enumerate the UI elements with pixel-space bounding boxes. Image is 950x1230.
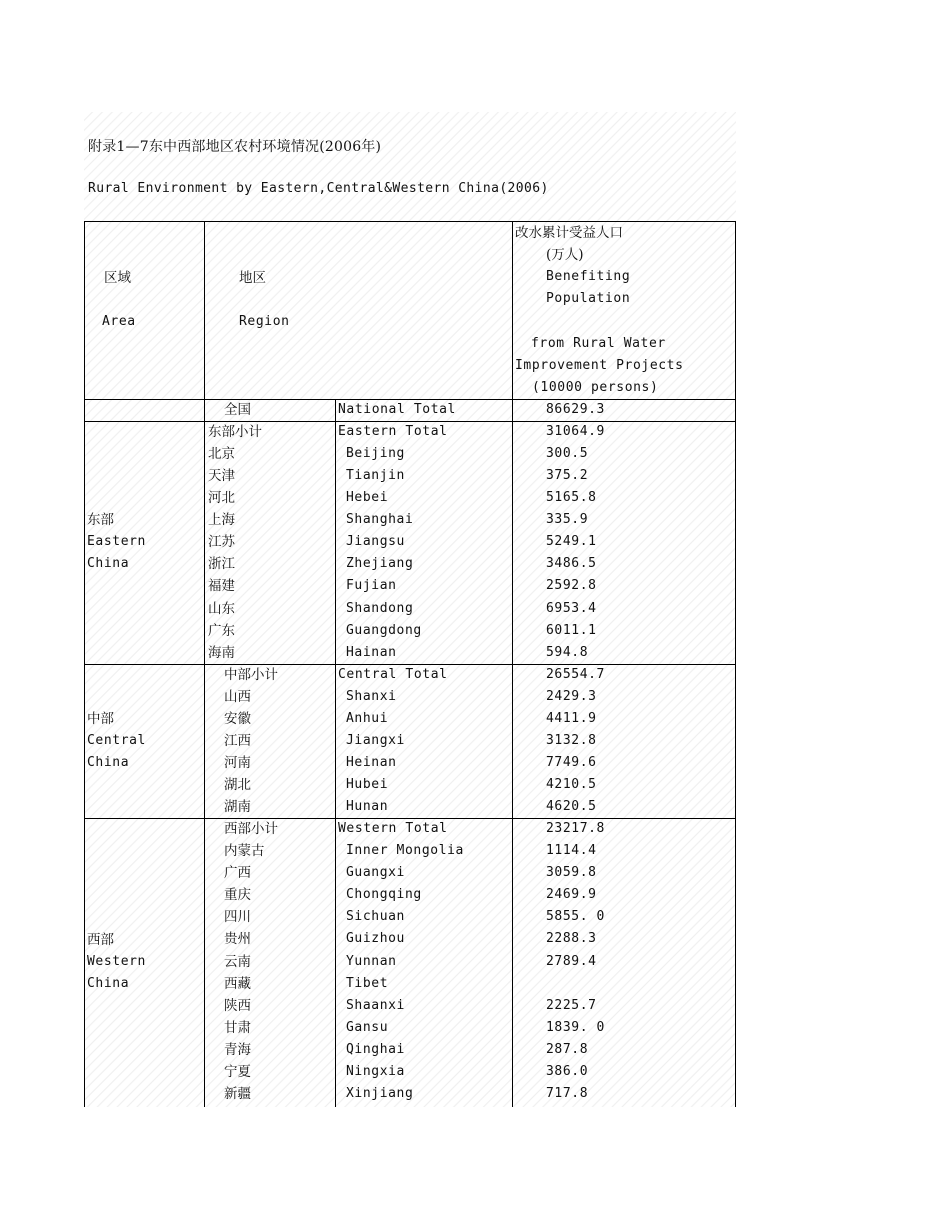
- benefit-population-value: 5165.8: [546, 490, 597, 506]
- region-name-en: Heinan: [346, 754, 397, 770]
- area-name-cn: 西部: [87, 931, 114, 948]
- header-region-en: Region: [239, 314, 290, 329]
- header-value-line: Improvement Projects: [515, 357, 684, 373]
- region-name-cn: 云南: [224, 953, 251, 970]
- region-name-en: Tianjin: [346, 468, 405, 484]
- benefit-population-value: 375.2: [546, 468, 589, 484]
- region-name-cn: 浙江: [208, 556, 235, 573]
- region-name-cn: 贵州: [224, 931, 251, 948]
- region-name-en: Zhejiang: [346, 556, 414, 572]
- benefit-population-value: 287.8: [546, 1041, 589, 1057]
- benefit-population-value: 2288.3: [546, 931, 597, 947]
- region-name-en: Ningxia: [346, 1063, 405, 1079]
- benefit-population-value: 7749.6: [546, 754, 597, 770]
- region-name-cn: 河北: [208, 490, 235, 507]
- region-name-cn: 江西: [224, 732, 251, 749]
- benefit-population-value: 386.0: [546, 1063, 589, 1079]
- region-name-en: Beijing: [346, 446, 405, 462]
- region-name-en: Hebei: [346, 490, 389, 506]
- header-region-cn: 地区: [239, 270, 266, 286]
- region-name-en: Anhui: [346, 710, 389, 726]
- benefit-population-value: 335.9: [546, 512, 589, 528]
- table-title-chinese: 附录1—7东中西部地区农村环境情况(2006年): [88, 139, 382, 155]
- national-label-cn: 全国: [224, 402, 251, 418]
- area-name-en-2: China: [87, 975, 130, 991]
- region-name-en: Qinghai: [346, 1041, 405, 1057]
- region-name-en: Shanghai: [346, 512, 414, 528]
- national-value: 86629.3: [546, 402, 605, 417]
- benefit-population-value: 31064.9: [546, 424, 605, 440]
- region-name-cn: 天津: [208, 468, 235, 485]
- header-value-line: 改水累计受益人口: [515, 225, 623, 241]
- region-name-cn: 北京: [208, 446, 235, 463]
- benefit-population-value: 3486.5: [546, 556, 597, 572]
- region-name-cn: 上海: [208, 512, 235, 529]
- benefit-population-value: 5855. 0: [546, 909, 605, 925]
- region-name-en: Gansu: [346, 1019, 389, 1035]
- region-name-en: Guangxi: [346, 865, 405, 881]
- benefit-population-value: 3132.8: [546, 732, 597, 748]
- region-name-cn: 福建: [208, 578, 235, 595]
- column-divider-region-en: [335, 399, 336, 1107]
- region-name-cn: 西藏: [224, 975, 251, 992]
- table-border-top: [84, 221, 736, 222]
- benefit-population-value: 6953.4: [546, 600, 597, 616]
- header-area-cn: 区域: [104, 270, 131, 286]
- benefit-population-value: 2469.9: [546, 887, 597, 903]
- benefit-population-value: 2592.8: [546, 578, 597, 594]
- region-name-en: Tibet: [346, 975, 389, 991]
- region-name-en: Hainan: [346, 644, 397, 660]
- benefit-population-value: 4210.5: [546, 777, 597, 793]
- area-name-en: Western: [87, 953, 146, 969]
- region-name-cn: 中部小计: [224, 666, 278, 683]
- region-name-cn: 四川: [224, 909, 251, 926]
- region-name-cn: 山东: [208, 600, 235, 617]
- region-name-en: Shandong: [346, 600, 414, 616]
- region-name-en: Guangdong: [346, 622, 422, 638]
- region-name-en: Shaanxi: [346, 997, 405, 1013]
- region-name-cn: 东部小计: [208, 424, 262, 441]
- table-title-english: Rural Environment by Eastern,Central&Western China(2006): [88, 181, 549, 196]
- region-name-cn: 甘肃: [224, 1019, 251, 1036]
- benefit-population-value: 2429.3: [546, 688, 597, 704]
- area-name-en: Eastern: [87, 534, 146, 550]
- region-name-en: Xinjiang: [346, 1085, 414, 1101]
- area-name-en-2: China: [87, 556, 130, 572]
- header-value-line: (万人): [546, 247, 584, 264]
- region-name-en: Sichuan: [346, 909, 405, 925]
- area-name-en-2: China: [87, 754, 130, 770]
- region-name-en: Jiangxi: [346, 732, 405, 748]
- region-name-cn: 宁夏: [224, 1063, 251, 1080]
- region-name-en: Inner Mongolia: [346, 843, 464, 859]
- header-value-line: (10000 persons): [532, 379, 659, 395]
- benefit-population-value: 6011.1: [546, 622, 597, 638]
- area-name-cn: 东部: [87, 512, 114, 529]
- region-name-cn: 江苏: [208, 534, 235, 551]
- benefit-population-value: 2789.4: [546, 953, 597, 969]
- region-name-cn: 山西: [224, 688, 251, 705]
- region-name-cn: 广西: [224, 865, 251, 882]
- benefit-population-value: 3059.8: [546, 865, 597, 881]
- region-name-cn: 湖南: [224, 799, 251, 816]
- region-name-cn: 广东: [208, 622, 235, 639]
- benefit-population-value: 300.5: [546, 446, 589, 462]
- region-name-en: Hunan: [346, 799, 389, 815]
- benefit-population-value: 2225.7: [546, 997, 597, 1013]
- benefit-population-value: 594.8: [546, 644, 589, 660]
- benefit-population-value: 4620.5: [546, 799, 597, 815]
- region-name-en: Yunnan: [346, 953, 397, 969]
- benefit-population-value: 23217.8: [546, 821, 605, 837]
- region-name-en: Shanxi: [346, 688, 397, 704]
- benefit-population-value: 1114.4: [546, 843, 597, 859]
- area-name-en: Central: [87, 732, 146, 748]
- region-name-cn: 西部小计: [224, 821, 278, 838]
- region-name-en: Fujian: [346, 578, 397, 594]
- header-value-line: Population: [546, 291, 631, 307]
- region-name-cn: 重庆: [224, 887, 251, 904]
- benefit-population-value: 5249.1: [546, 534, 597, 550]
- region-name-en: Hubei: [346, 777, 389, 793]
- benefit-population-value: 26554.7: [546, 666, 605, 682]
- region-name-en: Western Total: [338, 821, 448, 837]
- region-name-en: Chongqing: [346, 887, 422, 903]
- header-value-line: Benefiting: [546, 269, 631, 285]
- region-name-en: Central Total: [338, 666, 448, 682]
- header-area-en: Area: [102, 314, 136, 329]
- region-name-cn: 新疆: [224, 1085, 251, 1102]
- region-name-en: Guizhou: [346, 931, 405, 947]
- region-name-cn: 内蒙古: [224, 843, 265, 860]
- header-value-line: from Rural Water: [531, 335, 666, 351]
- region-name-en: Eastern Total: [338, 424, 448, 440]
- region-name-cn: 青海: [224, 1041, 251, 1058]
- national-label-en: National Total: [338, 402, 456, 417]
- region-name-cn: 河南: [224, 754, 251, 771]
- benefit-population-value: 4411.9: [546, 710, 597, 726]
- benefit-population-value: 1839. 0: [546, 1019, 605, 1035]
- area-name-cn: 中部: [87, 710, 114, 727]
- region-name-cn: 海南: [208, 644, 235, 661]
- header-divider: [84, 399, 736, 400]
- region-name-cn: 安徽: [224, 710, 251, 727]
- region-name-en: Jiangsu: [346, 534, 405, 550]
- region-name-cn: 湖北: [224, 777, 251, 794]
- region-name-cn: 陕西: [224, 997, 251, 1014]
- benefit-population-value: 717.8: [546, 1085, 589, 1101]
